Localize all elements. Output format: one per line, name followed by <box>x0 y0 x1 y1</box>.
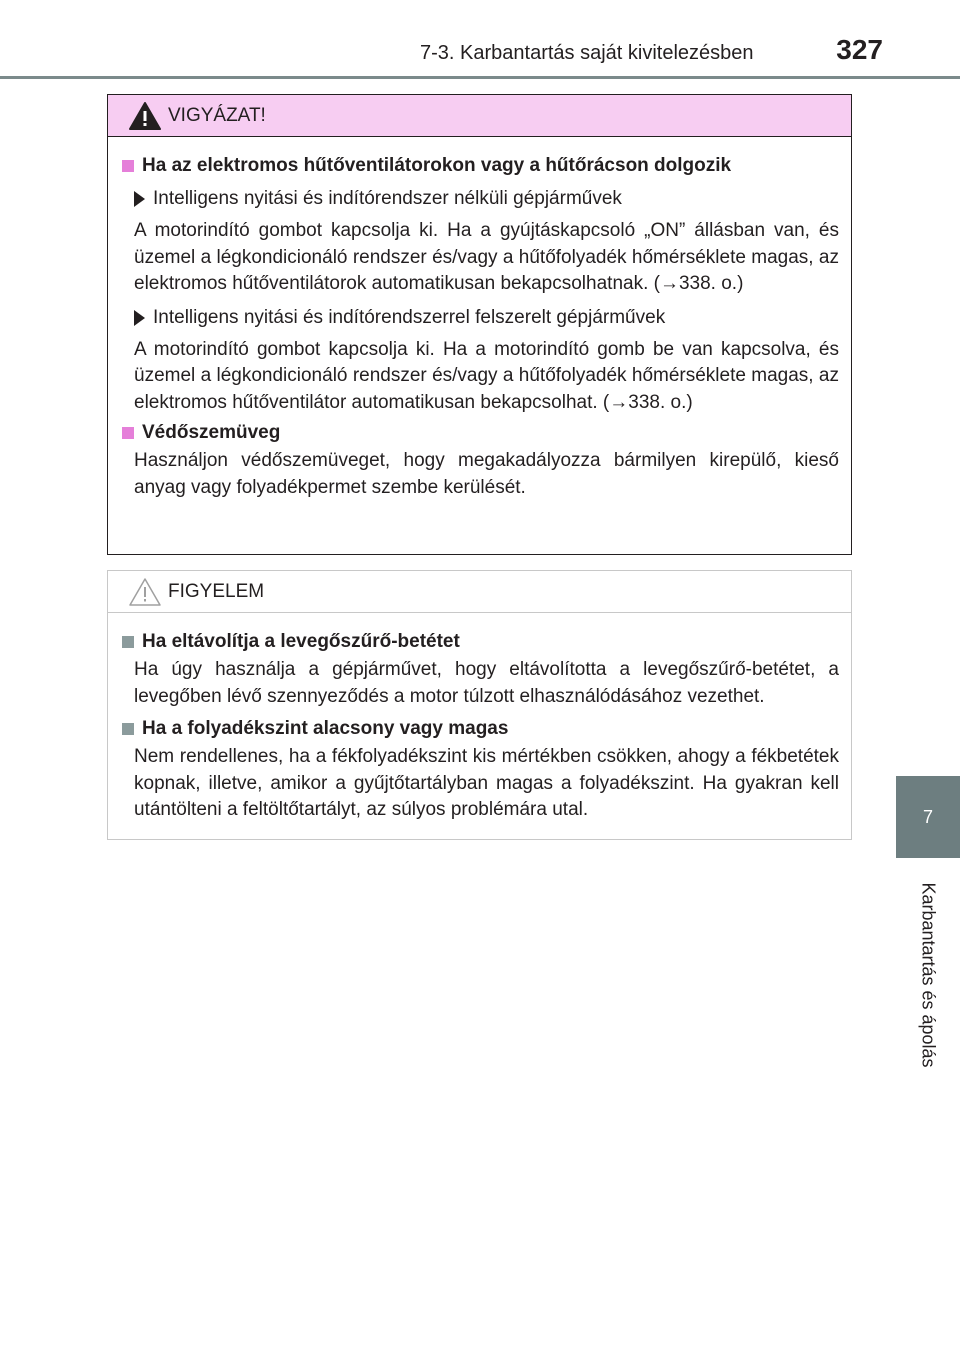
warning-body <box>108 137 851 501</box>
header-rule <box>0 76 960 79</box>
warning-title: VIGYÁZAT! <box>168 104 266 126</box>
warning-heading-fans: Ha az elektromos hűtőventilátorokon vagy a hűtőrácson dolgozik <box>122 153 839 179</box>
triangle-bullet-icon <box>134 191 145 207</box>
warning-header <box>108 95 851 137</box>
notice-heading-fluid-level: Ha a folyadékszint alacsony vagy magas <box>122 716 839 742</box>
page-number: 327 <box>836 34 883 65</box>
warning-box <box>107 94 852 555</box>
square-bullet-icon <box>122 636 134 648</box>
warning-paragraph-3: Használjon védőszemüveget, hogy megakadályozza bármilyen kirepülő, kieső anyag vagy folyadékpermet szembe kerülését. <box>134 450 839 498</box>
notice-body <box>108 613 851 824</box>
notice-paragraph-1: Ha úgy használja a gépjárművet, hogy eltávolította a levegőszűrő-betétet, a levegőben lévő szennyeződés a motor túlzott elhasználódásához vezethet. <box>134 659 839 707</box>
triangle-bullet-icon <box>134 310 145 326</box>
square-bullet-icon <box>122 160 134 172</box>
warning-heading-goggles: Védőszemüveg <box>122 420 839 446</box>
square-bullet-icon <box>122 723 134 735</box>
square-bullet-icon <box>122 427 134 439</box>
caution-triangle-icon <box>128 577 162 607</box>
chapter-label: Karbantartás és ápolás <box>918 882 939 1068</box>
notice-title: FIGYELEM <box>168 580 265 602</box>
warning-subhead-with-smart-key: Intelligens nyitási és indítórendszerrel felszerelt gépjárművek <box>122 305 839 331</box>
warning-subhead-without-smart-key: Intelligens nyitási és indítórendszer nélküli gépjárművek <box>122 186 839 212</box>
notice-heading-air-filter: Ha eltávolítja a levegőszűrő-betétet <box>122 629 839 655</box>
notice-header <box>108 571 851 613</box>
warning-paragraph-1: A motorindító gombot kapcsolja ki. Ha a gyújtáskapcsoló „ON” állásban van, és üzemel a légkondicionáló rendszer és/vagy a hűtőfolyadék hőmérséklete magas, az elektromos hűtőventilátorok automatikusan bekapcsolhatnak. (→338. o.) <box>134 220 839 294</box>
warning-paragraph-2: A motorindító gombot kapcsolja ki. Ha a motorindító gomb be van kapcsolva, és üzemel a légkondicionáló rendszer és/vagy a hűtőfolyadék hőmérséklete magas, az elektromos hűtőventilátor automatikusan bekapcsolhat. (→338. o.) <box>134 338 839 413</box>
section-title: 7-3. Karbantartás saját kivitelezésben <box>420 42 754 64</box>
chapter-tab: 7 <box>896 776 960 858</box>
notice-paragraph-2: Nem rendellenes, ha a fékfolyadékszint kis mértékben csökken, ahogy a fékbetétek kopnak, illetve, amikor a gyűjtőtartályban magas a folyadékszint. Ha gyakran kell utántölteni a feltöltőtartályt, az súlyos problémára utal. <box>134 746 839 820</box>
notice-box <box>107 570 852 840</box>
warning-triangle-icon <box>128 101 162 131</box>
